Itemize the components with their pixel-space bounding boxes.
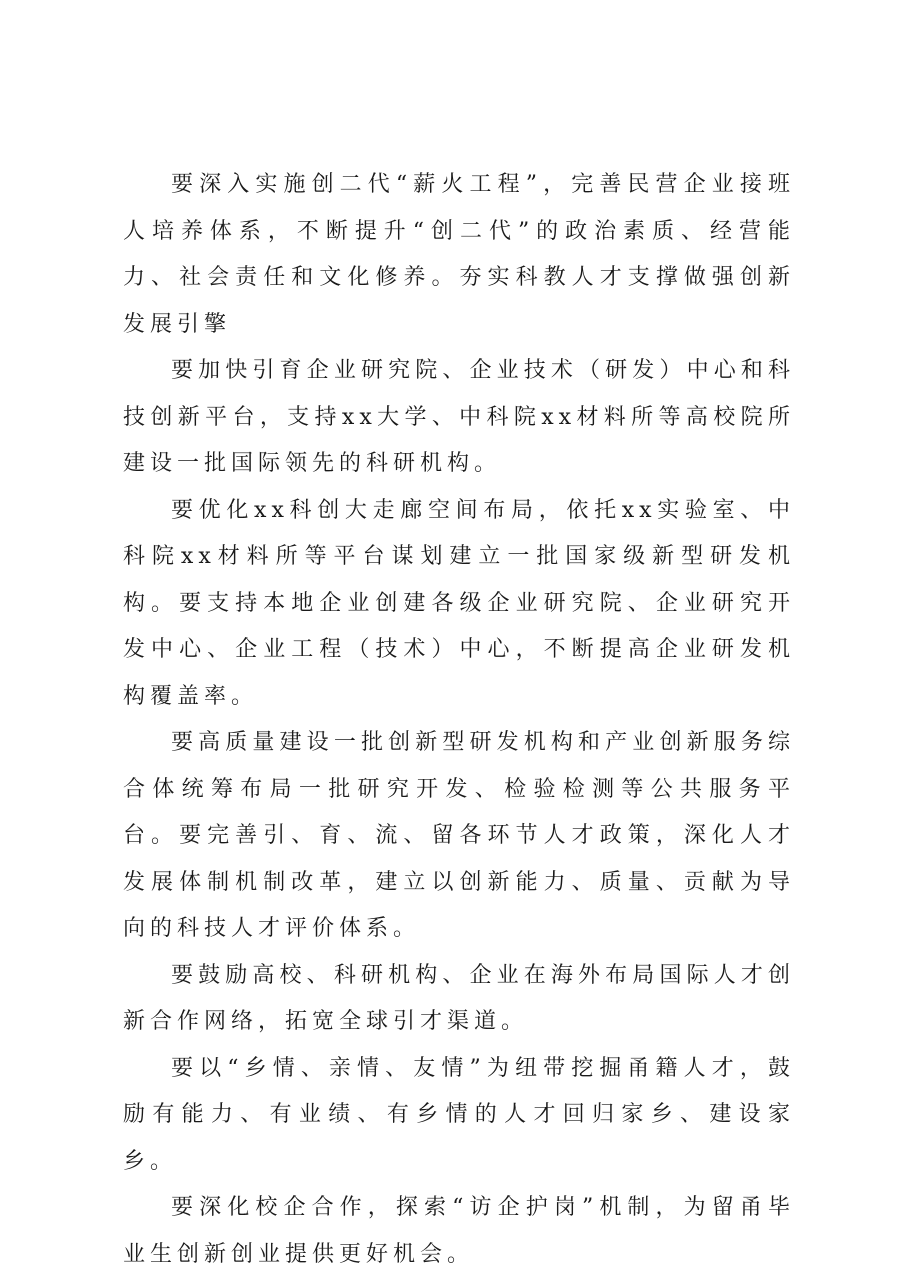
paragraph-5: 要鼓励高校、科研机构、企业在海外布局国际人才创新合作网络，拓宽全球引才渠道。 bbox=[123, 962, 795, 1034]
paragraph-3: 要优化xx科创大走廊空间布局，依托xx实验室、中科院xx材料所等平台谋划建立一批国家级新型研发机构。要支持本地企业创建各级企业研究院、企业研究开发中心、企业工程（技术）中心，不断提高企业研发机构覆盖率。 bbox=[123, 497, 795, 709]
paragraph-1: 要深入实施创二代“薪火工程”，完善民营企业接班人培养体系，不断提升“创二代”的政治素质、经营能力、社会责任和文化修养。夯实科教人才支撑做强创新发展引擎 bbox=[123, 172, 795, 337]
paragraph-2: 要加快引育企业研究院、企业技术（研发）中心和科技创新平台，支持xx大学、中科院xx材料所等高校院所建设一批国际领先的科研机构。 bbox=[123, 358, 795, 476]
document-body bbox=[123, 162, 795, 1278]
paragraph-7: 要深化校企合作，探索“访企护岗”机制，为留甬毕业生创新创业提供更好机会。 bbox=[123, 1195, 795, 1267]
paragraph-4: 要高质量建设一批创新型研发机构和产业创新服务综合体统筹布局一批研究开发、检验检测等公共服务平台。要完善引、育、流、留各环节人才政策，深化人才发展体制机制改革，建立以创新能力、质量、贡献为导向的科技人才评价体系。 bbox=[123, 730, 795, 941]
paragraph-6: 要以“乡情、亲情、友情”为纽带挖掘甬籍人才，鼓励有能力、有业绩、有乡情的人才回归家乡、建设家乡。 bbox=[123, 1055, 795, 1174]
